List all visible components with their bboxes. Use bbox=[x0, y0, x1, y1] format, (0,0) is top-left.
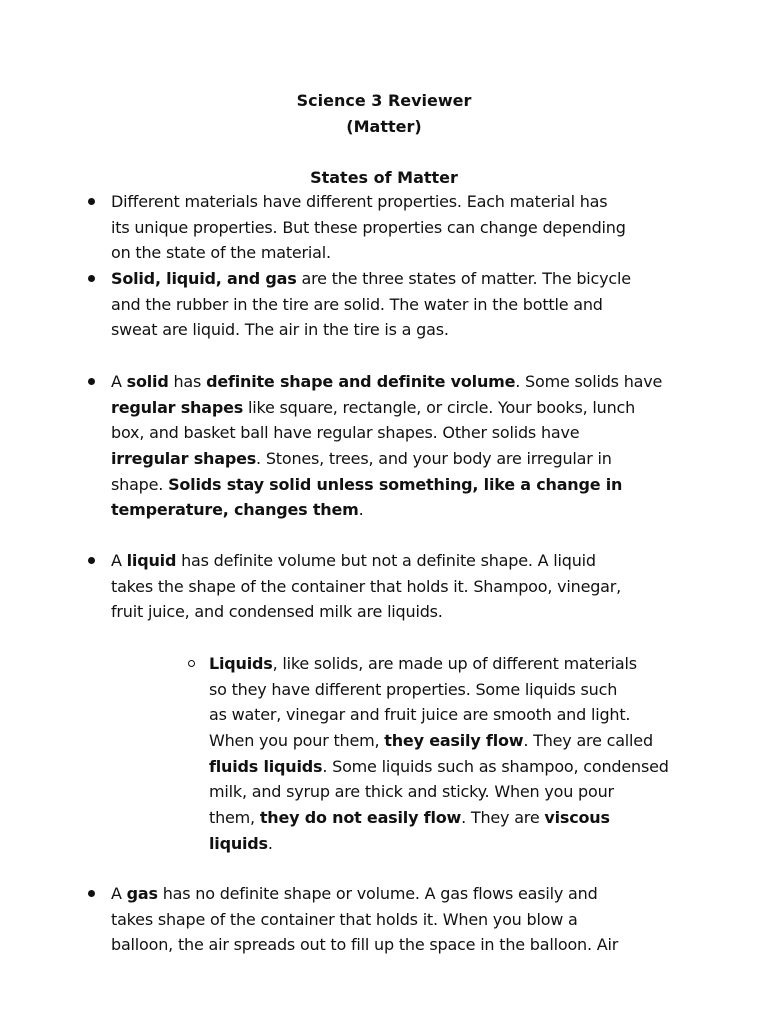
text-line: When you pour them, they easily flow. They are called bbox=[209, 731, 653, 751]
document-subtitle: (Matter) bbox=[346, 117, 422, 136]
paragraph-gas bbox=[111, 881, 618, 958]
text-line: regular shapes like square, rectangle, or circle. Your books, lunch bbox=[111, 397, 636, 417]
text-line: sweat are liquid. The air in the tire is a gas. bbox=[111, 320, 449, 340]
bold-term: Solid, liquid, and gas bbox=[111, 269, 297, 288]
bullet-icon bbox=[88, 557, 95, 564]
text-line: on the state of the material. bbox=[111, 243, 331, 263]
text-line: takes the shape of the container that holds it. Shampoo, vinegar, bbox=[111, 576, 622, 596]
document-title: Science 3 Reviewer bbox=[296, 91, 472, 110]
text-line: its unique properties. But these properties can change depending bbox=[111, 217, 626, 237]
paragraph-liquid bbox=[111, 548, 621, 625]
text-line: fluids liquids. Some liquids such as shampoo, condensed bbox=[209, 756, 669, 776]
text-line: them, they do not easily flow. They are viscous bbox=[209, 808, 610, 828]
bullet-icon bbox=[88, 890, 95, 897]
text-line: Solid, liquid, and gas are the three states of matter. The bicycle bbox=[111, 269, 631, 288]
text-line: Different materials have different properties. Each material has bbox=[111, 192, 608, 211]
text-line: liquids. bbox=[209, 833, 273, 853]
paragraph-three-states bbox=[111, 266, 631, 343]
bullet-icon bbox=[88, 275, 95, 282]
paragraph-liquids-detail bbox=[209, 651, 669, 857]
text-line: shape. Solids stay solid unless something, like a change in bbox=[111, 474, 623, 494]
text-line: box, and basket ball have regular shapes. Other solids have bbox=[111, 423, 580, 443]
text-line: so they have different properties. Some liquids such bbox=[209, 679, 618, 699]
text-line: A liquid has definite volume but not a definite shape. A liquid bbox=[111, 551, 596, 570]
text-line: takes shape of the container that holds it. When you blow a bbox=[111, 909, 578, 929]
bullet-icon bbox=[88, 378, 95, 385]
sub-bullet-icon bbox=[188, 660, 195, 667]
paragraph-solid bbox=[111, 369, 662, 523]
text-line: balloon, the air spreads out to fill up the space in the balloon. Air bbox=[111, 935, 619, 955]
bullet-icon bbox=[88, 198, 95, 205]
text-line: Liquids, like solids, are made up of different materials bbox=[209, 654, 637, 673]
text-line: A gas has no definite shape or volume. A gas flows easily and bbox=[111, 884, 598, 903]
text-line: fruit juice, and condensed milk are liquids. bbox=[111, 602, 443, 622]
text-line: irregular shapes. Stones, trees, and your body are irregular in bbox=[111, 449, 612, 469]
text-line: as water, vinegar and fruit juice are smooth and light. bbox=[209, 705, 631, 725]
text-line: temperature, changes them. bbox=[111, 500, 364, 520]
text-line: and the rubber in the tire are solid. The water in the bottle and bbox=[111, 294, 603, 314]
text-line: A solid has definite shape and definite volume. Some solids have bbox=[111, 372, 663, 391]
paragraph-materials bbox=[111, 189, 626, 266]
text-line: milk, and syrup are thick and sticky. When you pour bbox=[209, 782, 614, 802]
section-heading: States of Matter bbox=[310, 168, 458, 187]
